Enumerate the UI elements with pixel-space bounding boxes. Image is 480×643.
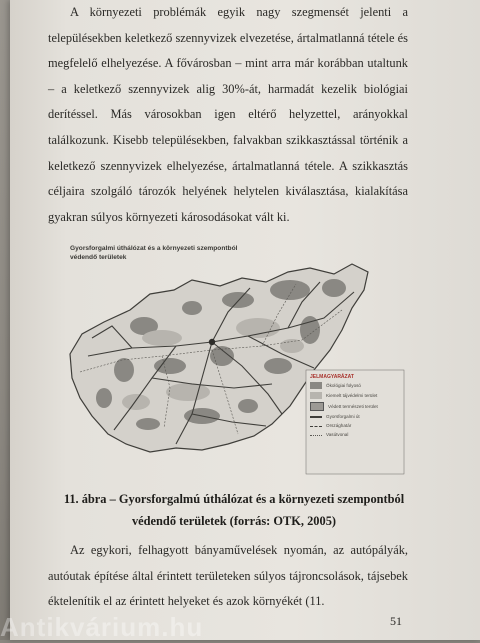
budapest-marker <box>209 339 215 345</box>
legend-label: Ökológiai folyosó <box>326 382 361 388</box>
book-page <box>10 0 480 640</box>
legend-item <box>310 414 406 420</box>
paragraph-1 <box>48 0 408 230</box>
legend-label: Országhatár <box>326 423 352 428</box>
caption-line-2: védendő területek (forrás: OTK, 2005) <box>131 514 337 528</box>
figure-caption <box>54 488 414 532</box>
legend-item <box>310 432 406 438</box>
legend-title: JELMAGYARÁZAT <box>310 374 354 380</box>
watermark: Antikvárium.hu <box>0 612 204 642</box>
map-title: Gyorsforgalmi úthálózat és a környezeti szempontból védendő területek <box>70 245 238 261</box>
legend-swatch <box>310 382 322 389</box>
legend-swatch <box>310 426 322 427</box>
legend-label: Kiemelt tájvédelmi terület <box>326 392 378 398</box>
legend-swatch <box>310 392 322 399</box>
legend-item <box>310 392 406 399</box>
legend-swatch <box>310 402 324 411</box>
legend-item <box>310 382 406 389</box>
legend-label: Védett természeti terület <box>328 403 378 409</box>
legend-swatch <box>310 435 322 436</box>
paragraph-2-text: Az egykori, felhagyott bányaművelések nyomán, az autópályák, autóutak építése által érintett területeken súlyos tájroncsolások, tájsebek éktelenítik el az érintett helyeket és azok környékét (11. <box>48 543 408 609</box>
map-figure <box>52 238 408 478</box>
legend-swatch <box>310 416 322 418</box>
legend-label: Vasútvonal <box>326 432 349 437</box>
map-legend <box>310 374 406 441</box>
legend-label: Gyorsforgalmi út <box>326 414 360 419</box>
caption-line-1: 11. ábra – Gyorsforgalmú úthálózat és a környezeti szempontból <box>63 492 405 506</box>
legend-item <box>310 423 406 429</box>
paragraph-2 <box>48 538 408 615</box>
legend-item <box>310 402 406 411</box>
paragraph-1-text: A környezeti problémák egyik nagy szegmensét jelenti a településekben keletkező szennyvizek elvezetése, ártalmatlanná tétele és megfelelő elhelyezése. A fővárosban – mint arra már korábban utaltunk – a keletkező szennyvizek alig 30%-át, harmadát kezelik biológiai derítéssel. Más városokban igen eltérő helyzettel, arányokkal találkozunk. Kisebb településekben, falvakban szikkasztással történik a keletkező szennyvizek elhelyezése, ártalmatlanná tétele. A szikkasztás céljaira szolgáló tározók helyének helytelen kiválasztása, kialakítása gyakran súlyos környezeti károsodásokat vált ki. <box>48 5 408 224</box>
page-number: 51 <box>390 614 402 628</box>
hungary-map <box>52 238 408 478</box>
